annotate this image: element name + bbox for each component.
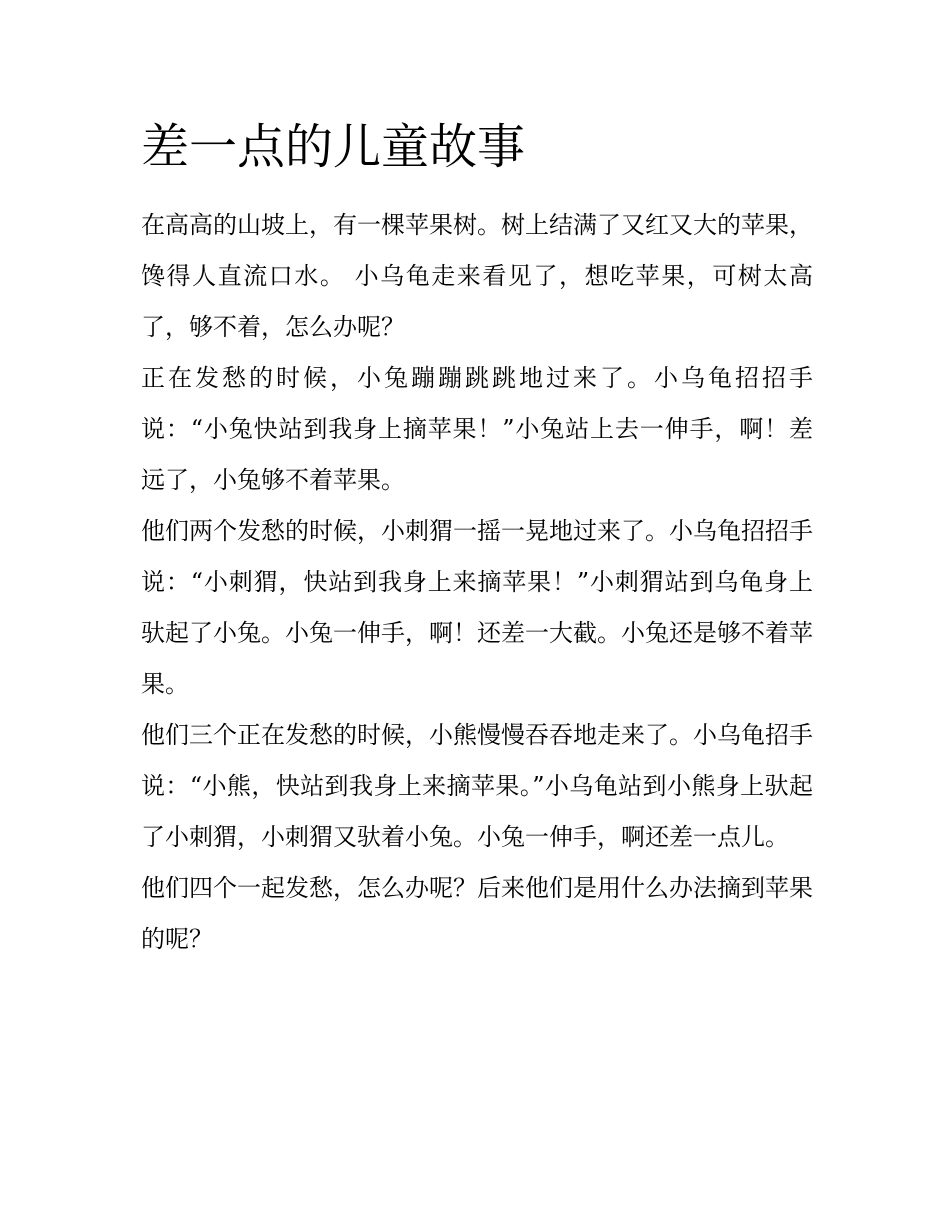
paragraph-3: 他们两个发愁的时候，小刺猬一摇一晃地过来了。小乌龟招招手说：“小刺猬，快站到我身上来摘苹果！”小刺猬站到乌龟身上驮起了小兔。小兔一伸手，啊！还差一大截。小兔还是够不着苹果。 — [141, 517, 813, 698]
page-title: 差一点的儿童故事 — [141, 119, 526, 175]
document-body — [141, 116, 813, 965]
paragraph-2: 正在发愁的时候，小兔蹦蹦跳跳地过来了。小乌龟招招手说：“小兔快站到我身上摘苹果！”小兔站上去一伸手，啊！差远了，小兔够不着苹果。 — [141, 364, 813, 494]
paragraph-5: 他们四个一起发愁，怎么办呢？后来他们是用什么办法摘到苹果的呢？ — [141, 874, 813, 953]
paragraph-4: 他们三个正在发愁的时候，小熊慢慢吞吞地走来了。小乌龟招手说：“小熊，快站到我身上来摘苹果。”小乌龟站到小熊身上驮起了小刺猬，小刺猬又驮着小兔。小兔一伸手，啊还差一点儿。 — [141, 721, 813, 851]
paragraph-1: 在高高的山坡上，有一棵苹果树。树上结满了又红又大的苹果，馋得人直流口水。 小乌龟走来看见了，想吃苹果，可树太高了，够不着，怎么办呢？ — [141, 211, 813, 341]
